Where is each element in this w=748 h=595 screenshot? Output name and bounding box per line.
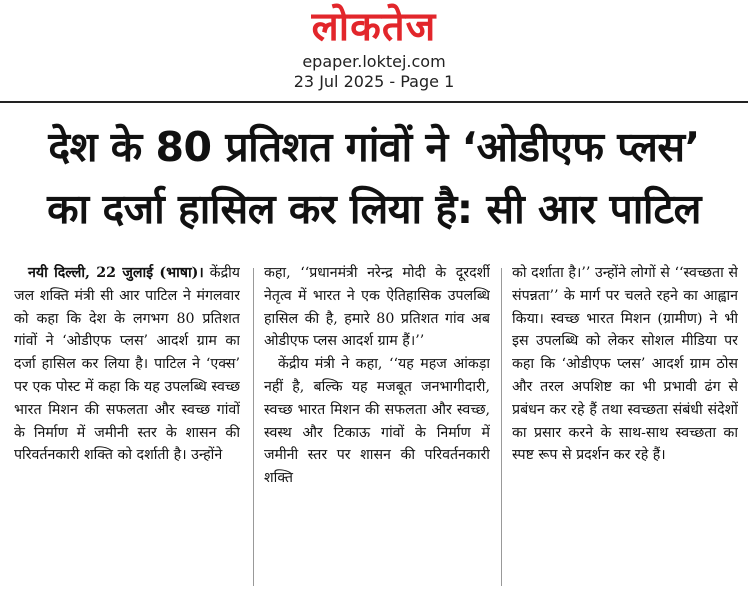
paragraph-1-text: केंद्रीय जल शक्ति मंत्री सी आर पाटिल ने मंगलवार को कहा कि देश के लगभग 80 प्रतिशत गांवों ने ‘ओडीएफ प्लस’ आदर्श ग्राम का दर्जा हासिल कर लिया है। पाटिल ने ‘एक्स’ पर एक पोस्ट में कहा कि यह उपलब्धि स्वच्छ भारत मिशन की सफलता और स्वच्छ गांवों के निर्माण में जमीनी स्तर के शासन की परिवर्तनकारी शक्ति को दर्शाती है। उन्होंने — [14, 265, 240, 464]
column-divider — [253, 268, 254, 586]
headline-line-2: का दर्जा हासिल कर लिया है: सी आर पाटिल — [47, 185, 701, 233]
masthead — [0, 4, 748, 92]
issue-date: 23 Jul 2025 - Page 1 — [293, 72, 455, 91]
article-column-3 — [512, 262, 738, 592]
headline-line-1: देश के 80 प्रतिशत गांवों ने ‘ओडीएफ प्लस’ — [48, 123, 700, 171]
newspaper-logo: लोकतेज — [311, 4, 437, 50]
column-divider — [501, 268, 502, 586]
paragraph-2: केंद्रीय मंत्री ने कहा, ‘‘यह महज आंकड़ा नहीं है, बल्कि यह मजबूत जनभागीदारी, स्वच्छ भारत मिशन की सफलता और स्वच्छ, स्वस्थ और टिकाऊ गांवों के निर्माण में जमीनी स्तर पर शासन की परिवर्तनकारी शक्ति — [264, 356, 490, 487]
paragraph-2-continued: को दर्शाता है।’’ उन्होंने लोगों से ‘‘स्वच्छता से संपन्नता’’ के मार्ग पर चलते रहने का आह्वान किया। स्वच्छ भारत मिशन (ग्रामीण) ने भी इस उपलब्धि को लेकर सोशल मीडिया पर कहा कि ‘ओडीएफ प्लस’ आदर्श ग्राम ठोस और तरल अपशिष्ट का भी प्रभावी ढंग से प्रबंधन कर रहे हैं तथा स्वच्छता संबंधी संदेशों का प्रसार करने के साथ-साथ स्वच्छता का स्पष्ट रूप से प्रदर्शन कर रहे हैं। — [512, 265, 738, 464]
article-headline — [10, 116, 738, 240]
masthead-divider — [0, 101, 748, 103]
dateline: नयी दिल्ली, 22 जुलाई (भाषा)। — [28, 265, 204, 281]
article-column-2 — [264, 262, 490, 592]
site-url: epaper.loktej.com — [302, 52, 446, 71]
paragraph-1-continued: कहा, ‘‘प्रधानमंत्री नरेन्द्र मोदी के दूरदर्शी नेतृत्व में भारत ने एक ऐतिहासिक उपलब्धि हासिल की है, हमारे 80 प्रतिशत गांव अब ओडीएफ प्लस आदर्श ग्राम हैं।’’ — [264, 265, 490, 350]
paragraph-1 — [14, 262, 240, 467]
article-column-1 — [14, 262, 240, 592]
article-body — [14, 262, 742, 592]
